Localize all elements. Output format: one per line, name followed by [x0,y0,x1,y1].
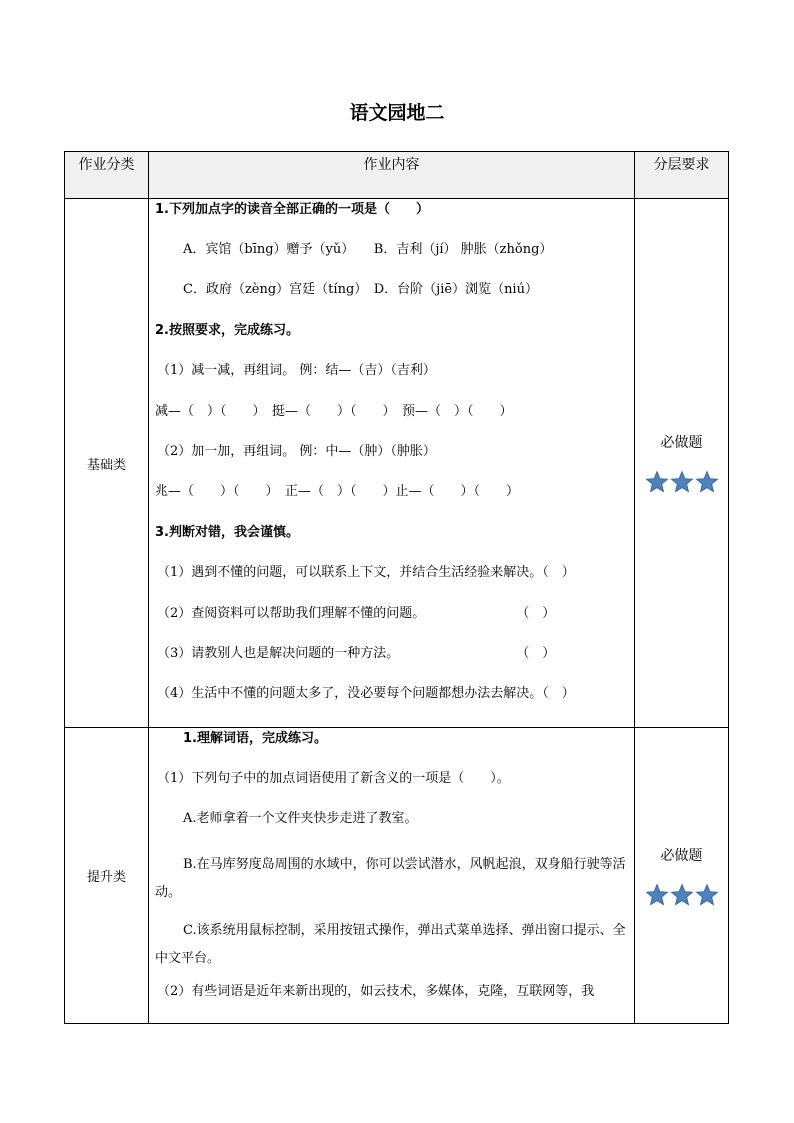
basic-content [149,199,635,728]
star-icon [670,470,694,494]
basic-requirement-label: 必做题 [660,435,703,451]
basic-category: 基础类 [65,199,149,728]
basic-q3-item3: （3）请教别人也是解决问题的一种方法。 （ ） [157,645,556,661]
basic-q2-part1-blanks: 减—（ ）（ ） 挺—（ ）（ ） 预—（ ）（ ） [155,403,513,419]
advanced-category: 提升类 [65,728,149,1024]
advanced-option-b: B.在马库努度岛周围的水域中，你可以尝试潜水，风帆起浪，双身船行驶等活动。 [155,856,626,900]
basic-q3-stem: 3.判断对错，我会谨慎。 [155,524,299,540]
basic-q2-stem: 2.按照要求，完成练习。 [155,322,299,338]
header-requirement: 分层要求 [635,152,729,199]
basic-q2-part2: （2）加一加，再组词。 例：中—（肿）（肿胀） [157,443,436,459]
homework-table [64,151,729,1024]
basic-q1-option-ab: A．宾馆（bīng）赠予（yǔ） B．吉利（jí） 肿胀（zhǒng） [183,242,553,257]
advanced-q1-stem: 1.理解词语，完成练习。 [183,731,327,746]
page-title: 语文园地二 [349,102,445,124]
basic-q1-stem: 1.下列加点字的读音全部正确的一项是（ ） [155,202,429,217]
basic-requirement [635,199,729,728]
header-category: 作业分类 [65,152,149,199]
star-icon [645,470,669,494]
basic-q2-part1: （1）减一减，再组词。 例：结—（吉）（吉利） [157,363,436,379]
basic-q3-item1: （1）遇到不懂的问题，可以联系上下文，并结合生活经验来解决。（ ） [157,565,575,581]
basic-q2-part2-blanks: 兆—（ ）（ ） 正—（ ）（ ）止—（ ）（ ） [155,484,520,500]
star-icon [695,470,719,494]
advanced-content [149,728,635,1024]
star-icon [695,883,719,907]
basic-star-rating [636,470,727,494]
header-content: 作业内容 [149,152,635,199]
advanced-option-c: C.该系统用鼠标控制，采用按钮式操作，弹出式菜单选择、弹出窗口提示、全中文平台。 [155,922,626,966]
advanced-requirement [635,728,729,1024]
header-row [65,152,729,199]
advanced-row [65,728,729,1024]
advanced-option-a: A.老师拿着一个文件夹快步走进了教室。 [183,811,418,827]
advanced-q1-part2: （2）有些词语是近年来新出现的，如云技术，多媒体，克隆，互联网等，我 [157,983,595,999]
star-icon [645,883,669,907]
advanced-star-rating [636,883,727,907]
basic-q1-option-cd: C．政府（zèng）宫廷（tíng） D．台阶（jiē）浏览（niú） [183,282,538,298]
basic-q3-item2: （2）查阅资料可以帮助我们理解不懂的问题。 （ ） [157,605,556,621]
advanced-q1-part1: （1）下列句子中的加点词语使用了新含义的一项是（ ）。 [157,771,510,786]
advanced-requirement-label: 必做题 [660,847,703,864]
basic-row [65,199,729,728]
star-icon [670,883,694,907]
basic-q3-item4: （4）生活中不懂的问题太多了，没必要每个问题都想办法去解决。（ ） [157,686,575,702]
